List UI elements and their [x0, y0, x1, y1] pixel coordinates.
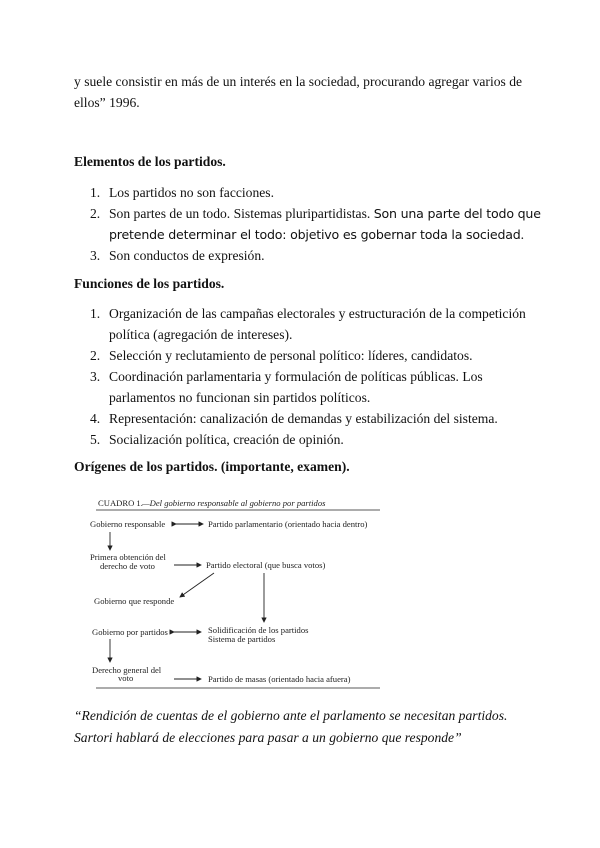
arrow-diagonal	[180, 573, 214, 597]
list-text: Socialización política, creación de opinión.	[109, 432, 344, 447]
list-number: 2.	[90, 206, 101, 221]
node-derecho-general-line2: voto	[118, 673, 134, 683]
list-number: 3.	[90, 369, 101, 384]
list-number: 1.	[90, 306, 101, 321]
list-item	[74, 182, 541, 203]
list-text-continuation: política (agregación de intereses).	[109, 327, 293, 342]
funciones-list	[74, 303, 526, 450]
intro-paragraph	[74, 71, 522, 113]
list-item	[74, 429, 526, 450]
list-text: Organización de las campañas electorales y estructuración de la competición	[109, 306, 526, 321]
node-primera-obtencion-line1: Primera obtención del	[90, 552, 166, 562]
node-gobierno-que-responde: Gobierno que responde	[94, 596, 175, 606]
list-item	[74, 366, 526, 408]
section-heading-origenes: Orígenes de los partidos. (importante, examen).	[74, 459, 350, 474]
node-gobierno-por-partidos: Gobierno por partidos	[92, 627, 168, 637]
diagram-caption-title: —Del gobierno responsable al gobierno por partidos	[142, 498, 326, 508]
list-number: 3.	[90, 248, 101, 263]
diagram-caption-label: CUADRO 1.	[98, 498, 143, 508]
list-text: Son conductos de expresión.	[109, 248, 265, 263]
list-text: Representación: canalización de demandas y estabilización del sistema.	[109, 411, 498, 426]
list-number: 4.	[90, 411, 101, 426]
list-text: Son partes de un todo. Sistemas pluripartidistas.	[109, 206, 371, 221]
origins-flow-diagram	[88, 494, 388, 694]
node-gobierno-responsable: Gobierno responsable	[90, 519, 166, 529]
node-solidificacion-line1: Solidificación de los partidos	[208, 625, 309, 635]
section-heading-elementos: Elementos de los partidos.	[74, 154, 226, 169]
node-partido-de-masas: Partido de masas (orientado hacia afuera)	[208, 674, 351, 684]
list-item	[74, 203, 541, 245]
list-item	[74, 345, 526, 366]
list-number: 1.	[90, 185, 101, 200]
section-heading-funciones: Funciones de los partidos.	[74, 276, 225, 291]
quote-line-2: Sartori hablará de elecciones para pasar a un gobierno que responde”	[74, 730, 462, 745]
note-end: .	[520, 227, 524, 242]
list-item	[74, 408, 526, 429]
list-text: Los partidos no son facciones.	[109, 185, 274, 200]
list-text: Selección y reclutamiento de personal político: líderes, candidatos.	[109, 348, 473, 363]
node-partido-electoral: Partido electoral (que busca votos)	[206, 560, 326, 570]
node-derecho-general-line1: Derecho general del	[92, 665, 162, 675]
handwritten-note: Son una parte del todo que	[373, 206, 541, 221]
intro-line-1: y suele consistir en más de un interés en la sociedad, procurando agregar varios de	[74, 74, 523, 89]
list-text-continuation: parlamentos no funcionan sin partidos políticos.	[109, 390, 371, 405]
closing-quote	[74, 705, 507, 749]
handwritten-note-continuation: pretende determinar el todo: objetivo es gobernar toda la sociedad	[109, 227, 521, 242]
list-number: 5.	[90, 432, 101, 447]
node-primera-obtencion-line2: derecho de voto	[100, 561, 155, 571]
intro-line-2: ellos” 1996.	[74, 95, 140, 110]
node-partido-parlamentario: Partido parlamentario (orientado hacia dentro)	[208, 519, 368, 529]
node-solidificacion-line2: Sistema de partidos	[208, 634, 276, 644]
quote-line-1: “Rendición de cuentas de el gobierno ante el parlamento se necesitan partidos.	[74, 708, 508, 723]
list-number: 2.	[90, 348, 101, 363]
list-text: Coordinación parlamentaria y formulación de políticas públicas. Los	[109, 369, 483, 384]
elementos-list	[74, 182, 541, 266]
list-item	[74, 245, 541, 266]
list-item	[74, 303, 526, 345]
